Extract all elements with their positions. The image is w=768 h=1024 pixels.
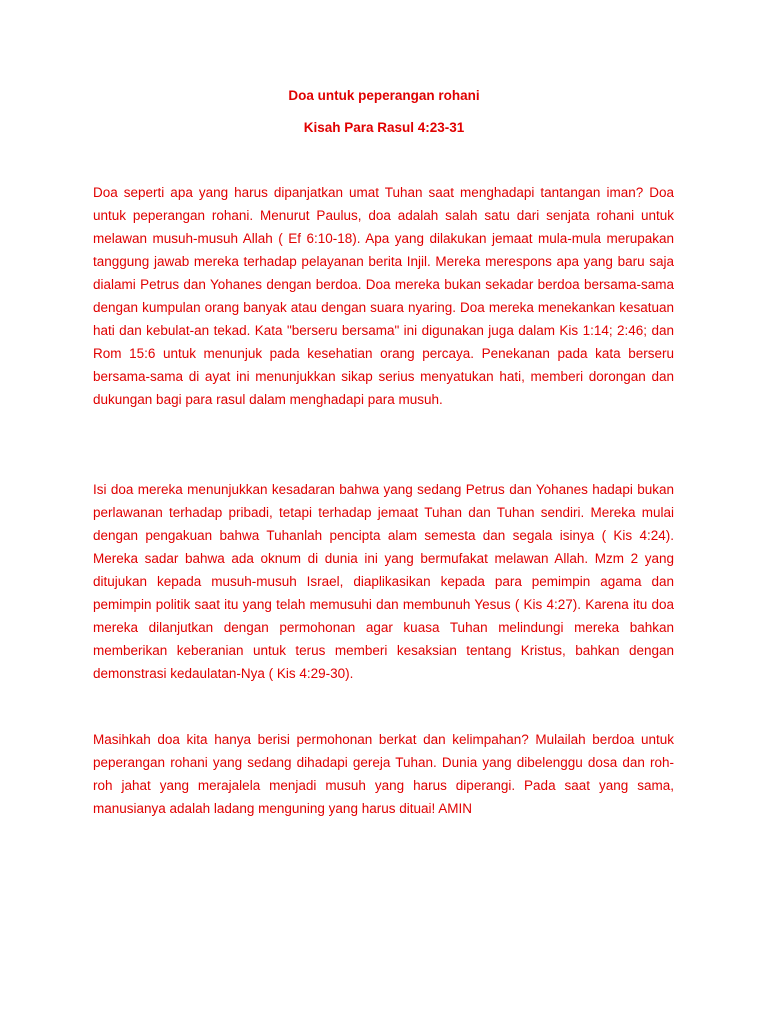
paragraph-1: Doa seperti apa yang harus dipanjatkan umat Tuhan saat menghadapi tantangan iman? Doa untuk peperangan rohani. Menurut Paulus, doa adalah salah satu dari senjata rohani untuk melawan musuh-musuh Allah ( Ef 6:10-18). Apa yang dilakukan jemaat mula-mula merupakan tanggung jawab mereka terhadap pelayanan berita Injil. Mereka merespons apa yang baru saja dialami Petrus dan Yohanes dengan berdoa. Doa mereka bukan sekadar berdoa bersama-sama dengan kumpulan orang banyak atau dengan suara nyaring. Doa mereka menekankan kesatuan hati dan kebulat-an tekad. Kata "berseru bersama" ini digunakan juga dalam Kis 1:14; 2:46; dan Rom 15:6 untuk menunjuk pada kesehatian orang percaya. Penekanan pada kata berseru bersama-sama di ayat ini menunjukkan sikap serius menyatukan hati, memberi dorongan dan dukungan bagi para rasul dalam menghadapi para musuh. (93, 185, 674, 407)
document-subtitle: Kisah Para Rasul 4:23-31 (303, 120, 465, 135)
document-title: Doa untuk peperangan rohani (288, 88, 480, 103)
paragraph-3: Masihkah doa kita hanya berisi permohonan berkat dan kelimpahan? Mulailah berdoa untuk peperangan rohani yang sedang dihadapi gereja Tuhan. Dunia yang dibelenggu dosa dan roh-roh jahat yang merajalela menjadi musuh yang harus diperangi. Pada saat yang sama, manusianya adalah ladang menguning yang harus dituai! AMIN (93, 732, 674, 816)
paragraph-2: Isi doa mereka menunjukkan kesadaran bahwa yang sedang Petrus dan Yohanes hadapi bukan perlawanan terhadap pribadi, tetapi terhadap jemaat Tuhan dan Tuhan sendiri. Mereka mulai dengan pengakuan bahwa Tuhanlah pencipta alam semesta dan segala isinya ( Kis 4:24). Mereka sadar bahwa ada oknum di dunia ini yang bermufakat melawan Allah. Mzm 2 yang ditujukan kepada musuh-musuh Israel, diaplikasikan kepada para pemimpin agama dan pemimpin politik saat itu yang telah memusuhi dan membunuh Yesus ( Kis 4:27). Karena itu doa mereka dilanjutkan dengan permohonan agar kuasa Tuhan melindungi mereka bahkan memberikan keberanian untuk terus memberi kesaksian tentang Kristus, bahkan dengan demonstrasi kedaulatan-Nya ( Kis 4:29-30). (93, 482, 674, 681)
